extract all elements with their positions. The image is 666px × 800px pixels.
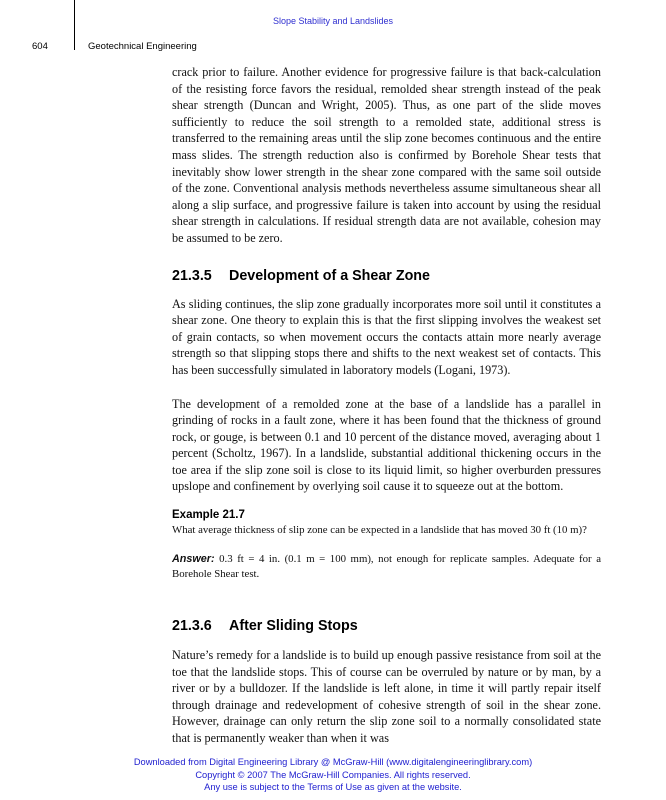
answer-label: Answer:: [172, 553, 215, 566]
section-heading-after-sliding: [172, 617, 601, 635]
shear-zone-paragraph-1: As sliding continues, the slip zone gradually incorporates more soil until it constitutes a shear zone. One theory to explain this is that the first slipping involves the weakest set of grain contacts, so when movement occurs the contacts attain more nearly average strength so that slipping stops there and shifts to the next weakest set of contacts. This has been successfully simulated in laboratory models (Logani, 1973).: [172, 296, 601, 377]
example-question: What average thickness of slip zone can be expected in a landslide that has moved 30 ft (10 m)?: [172, 524, 587, 537]
intro-paragraph: crack prior to failure. Another evidence for progressive failure is that back-calculation of the resisting force favors the residual, remolded shear strength instead of the peak shear strength (Duncan and Wright, 2005). Thus, as one part of the slide moves sufficiently to reduce the soil strength to a remolded state, additional stress is transferred to the remaining areas until the slip zone becomes continuous and the entire mass slides. The strength reduction also is confirmed by Borehole Shear tests that inevitably show lower strength in the shear zone compared with the same soil outside of the zone. Conventional analysis methods nevertheless assume simultaneous shear all along a slip surface, and progressive failure is taken into account by using the residual shear strength in calculations. If residual strength data are not available, cohesion may be assumed to be zero.: [172, 65, 601, 245]
section-heading-shear-zone: [172, 267, 601, 285]
section-number: 21.3.5: [172, 267, 212, 284]
example-title: Example 21.7: [172, 509, 245, 522]
footer-copyright-line: Copyright © 2007 The McGraw-Hill Companies. All rights reserved.: [195, 769, 471, 780]
page-body: [172, 64, 601, 747]
download-footer: [0, 756, 666, 794]
page-number: 604: [32, 41, 48, 52]
example-answer: [172, 552, 601, 582]
footer-terms-line: Any use is subject to the Terms of Use as given at the website.: [204, 782, 462, 792]
running-title: Geotechnical Engineering: [88, 41, 197, 52]
section-number: 21.3.6: [172, 618, 212, 635]
section-title: After Sliding Stops: [229, 618, 358, 635]
footer-download-line[interactable]: Downloaded from Digital Engineering Library @ McGraw-Hill (www.digitalengineeringlibrary.com): [133, 757, 533, 767]
shear-zone-paragraph-2: The development of a remolded zone at the base of a landslide has a parallel in grinding of rocks in a fault zone, where it has been found that the thickness of ground rock, or gouge, is between 0.1 and 10 percent of the distance moved, averaging about 1 percent (Scholtz, 1967). In a landslide, substantial additional thickening occurs in the toe area if the slip zone soil is close to its liquid limit, so higher overburden pressures upslope and confinement by overlying soil cause it to squeeze out at the bottom.: [172, 396, 601, 494]
top-header-title: Slope Stability and Landslides: [272, 16, 394, 26]
section-title: Development of a Shear Zone: [229, 267, 430, 284]
answer-text: 0.3 ft = 4 in. (0.1 m = 100 mm), not enough for replicate samples. Adequate for a Borehole Shear test.: [172, 553, 601, 581]
after-sliding-paragraph: Nature’s remedy for a landslide is to build up enough passive resistance from soil at the toe that the landslide stops. This of course can be overruled by nature or by man, by a river or by a bulldozer. If the landslide is left alone, in time it will partly repair itself through drainage and redevelopment of cohesive strength of soil in the shear zone. However, drainage can only return the slip zone soil to a normally consolidated state that is permanently weaker than when it was: [172, 648, 601, 746]
header-vertical-rule: [74, 0, 75, 50]
